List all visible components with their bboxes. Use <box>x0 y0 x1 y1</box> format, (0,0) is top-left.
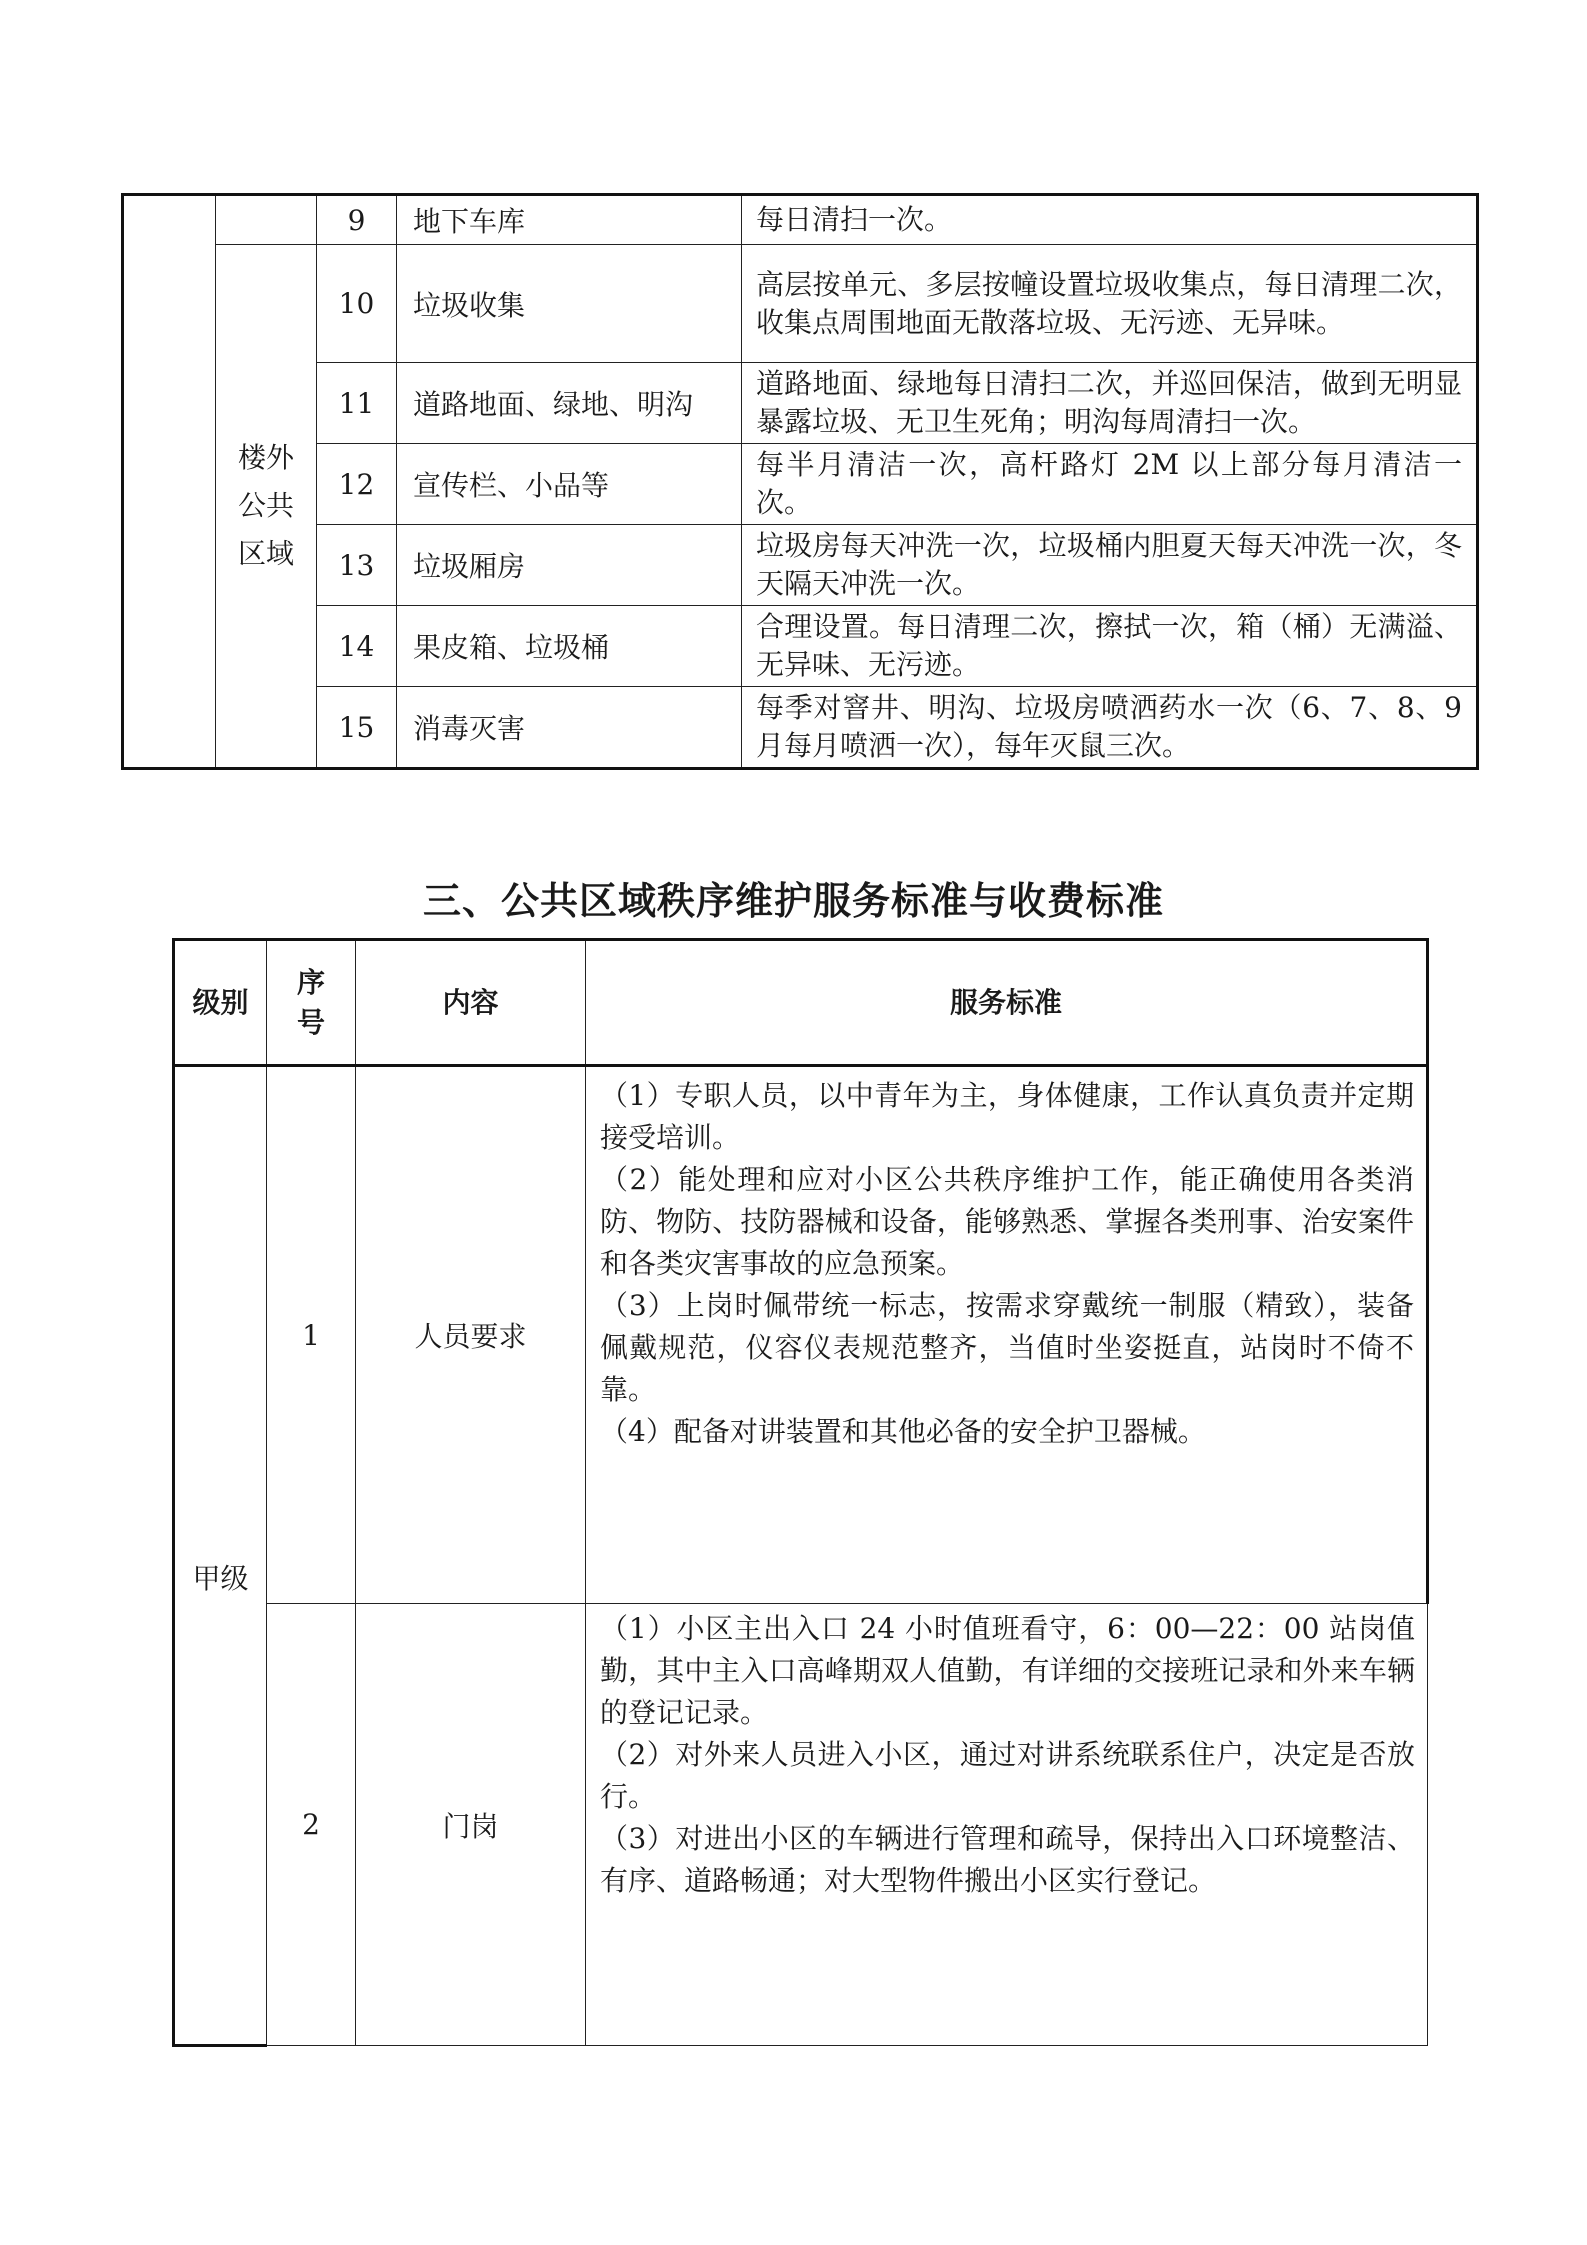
header-no-text: 序号 <box>296 965 325 1039</box>
table-row <box>174 1604 1428 2046</box>
row-number: 12 <box>317 444 397 525</box>
standard-item: （1）小区主出入口 24 小时值班看守，6：00—22：00 站岗值勤，其中主入口高峰期双人值勤，有详细的交接班记录和外来车辆的登记记录。 <box>600 1612 1415 1729</box>
header-content: 内容 <box>356 940 586 1066</box>
section-title: 三、公共区域秩序维护服务标准与收费标准 <box>422 879 1164 923</box>
cleaning-standards-table <box>121 193 1479 770</box>
standard-item: （3）对进出小区的车辆进行管理和疏导，保持出入口环境整洁、有序、道路畅通；对大型物件搬出小区实行登记。 <box>600 1822 1415 1897</box>
header-no <box>267 940 356 1066</box>
table-row <box>123 687 1478 769</box>
header-standard: 服务标准 <box>586 940 1428 1066</box>
area-label-text: 楼外 公共 区域 <box>237 441 294 570</box>
row-standard: 每半月清洁一次，高杆路灯 2M 以上部分每月清洁一次。 <box>742 444 1478 525</box>
area-label <box>216 245 317 769</box>
table-row <box>123 245 1478 363</box>
table-row <box>123 195 1478 245</box>
row-item: 地下车库 <box>397 195 742 245</box>
row-standard: 每季对窨井、明沟、垃圾房喷洒药水一次（6、7、8、9 月每月喷洒一次），每年灭鼠三次。 <box>742 687 1478 769</box>
category-cell <box>123 195 216 769</box>
row-standard: 垃圾房每天冲洗一次，垃圾桶内胆夏天每天冲洗一次，冬天隔天冲洗一次。 <box>742 525 1478 606</box>
row-content: 人员要求 <box>356 1066 586 1604</box>
row-number: 15 <box>317 687 397 769</box>
row-item: 垃圾厢房 <box>397 525 742 606</box>
table-header-row <box>174 940 1428 1066</box>
row-standard <box>586 1604 1428 2046</box>
row-number: 14 <box>317 606 397 687</box>
table-row <box>123 363 1478 444</box>
table-row <box>123 444 1478 525</box>
row-standard <box>586 1066 1428 1604</box>
row-standard: 高层按单元、多层按幢设置垃圾收集点，每日清理二次，收集点周围地面无散落垃圾、无污迹、无异味。 <box>742 245 1478 363</box>
level-label: 甲级 <box>192 1562 249 1595</box>
row-standard: 道路地面、绿地每日清扫二次，并巡回保洁，做到无明显暴露垃圾、无卫生死角；明沟每周清扫一次。 <box>742 363 1478 444</box>
standard-item: （4）配备对讲装置和其他必备的安全护卫器械。 <box>600 1415 1206 1448</box>
row-number: 11 <box>317 363 397 444</box>
table-row <box>174 1066 1428 1604</box>
row-standard: 合理设置。每日清理二次，擦拭一次，箱（桶）无满溢、无异味、无污迹。 <box>742 606 1478 687</box>
row-item: 宣传栏、小品等 <box>397 444 742 525</box>
standard-item: （2）能处理和应对小区公共秩序维护工作，能正确使用各类消防、物防、技防器械和设备，能够熟悉、掌握各类刑事、治安案件和各类灾害事故的应急预案。 <box>600 1163 1414 1280</box>
row-content: 门岗 <box>356 1604 586 2046</box>
header-level: 级别 <box>174 940 267 1066</box>
row-number: 10 <box>317 245 397 363</box>
row-number: 9 <box>317 195 397 245</box>
row-number: 13 <box>317 525 397 606</box>
table-row <box>123 525 1478 606</box>
row-item: 果皮箱、垃圾桶 <box>397 606 742 687</box>
standard-item: （1）专职人员，以中青年为主，身体健康，工作认真负责并定期接受培训。 <box>600 1079 1414 1154</box>
row-item: 垃圾收集 <box>397 245 742 363</box>
row-number: 1 <box>267 1066 356 1604</box>
area-cell-empty <box>216 195 317 245</box>
row-number: 2 <box>267 1604 356 2046</box>
row-item: 道路地面、绿地、明沟 <box>397 363 742 444</box>
order-maintenance-table <box>172 938 1429 2047</box>
row-item: 消毒灭害 <box>397 687 742 769</box>
level-cell <box>174 1066 267 2046</box>
row-standard: 每日清扫一次。 <box>742 195 1478 245</box>
table-row <box>123 606 1478 687</box>
standard-item: （3）上岗时佩带统一标志，按需求穿戴统一制服（精致），装备佩戴规范，仪容仪表规范整齐，当值时坐姿挺直，站岗时不倚不靠。 <box>600 1289 1414 1406</box>
standard-item: （2）对外来人员进入小区，通过对讲系统联系住户，决定是否放行。 <box>600 1738 1415 1813</box>
